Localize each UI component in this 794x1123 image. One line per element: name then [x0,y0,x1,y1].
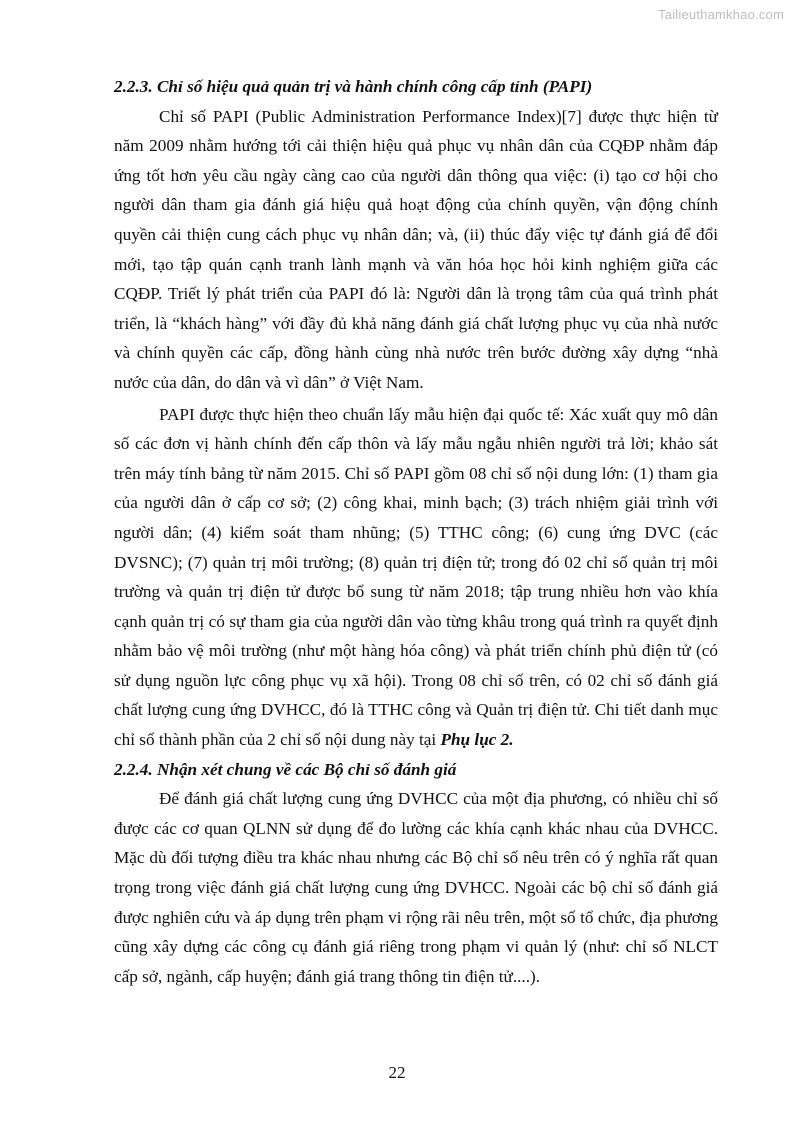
section-heading-2-2-3: 2.2.3. Chỉ số hiệu quả quản trị và hành chính công cấp tỉnh (PAPI) [114,77,593,96]
paragraph-papi-method [114,400,718,755]
document-body [114,72,718,991]
section-heading-2-2-4: 2.2.4. Nhận xét chung về các Bộ chỉ số đánh giá [114,759,457,779]
paragraph-general-remarks: Để đánh giá chất lượng cung ứng DVHCC của một địa phương, có nhiều chỉ số được các cơ quan QLNN sử dụng để đo lường các khía cạnh khác nhau của DVHCC. Mặc dù đối tượng điều tra khác nhau nhưng các Bộ chỉ số nêu trên có ý nghĩa rất quan trọng trong việc đánh giá chất lượng cung ứng DVHCC. Ngoài các bộ chỉ số đánh giá được nghiên cứu và áp dụng trên phạm vi rộng rãi nêu trên, một số tổ chức, địa phương cũng xây dựng các công cụ đánh giá riêng trong phạm vi quản lý (như: chỉ số NLCT cấp sở, ngành, cấp huyện; đánh giá trang thông tin điện tử....). [114,789,718,986]
page-number: 22 [388,1063,406,1082]
appendix-reference: Phụ lục 2. [440,730,514,750]
watermark: Tailieuthamkhao.com [658,7,784,22]
paragraph-papi-method-text: PAPI được thực hiện theo chuẩn lấy mẫu hiện đại quốc tế: Xác xuất quy mô dân số các đơn vị hành chính đến cấp thôn và lấy mẫu ngẫu nhiên người trả lời; khảo sát trên máy tính bảng từ năm 2015. Chỉ số PAPI gồm 08 chỉ số nội dung lớn: (1) tham gia của người dân ở cấp cơ sở; (2) công khai, minh bạch; (3) trách nhiệm giải trình với người dân; (4) kiểm soát tham nhũng; (5) TTHC công; (6) cung ứng DVC (các DVSNC); (7) quản trị môi trường; (8) quản trị điện tử; trong đó 02 chỉ số quản trị môi trường và quản trị điện tử được bổ sung từ năm 2018; tập trung nhiều hơn vào khía cạnh quản trị có sự tham gia của người dân vào từng khâu trong quá trình ra quyết định nhằm bảo vệ môi trường (như một hàng hóa công) và phát triển chính phủ điện tử (có sử dụng nguồn lực công phục vụ xã hội). Trong 08 chỉ số trên, có 02 chỉ số đánh giá chất lượng cung ứng DVHCC, đó là TTHC công và Quản trị điện tử. Chi tiết danh mục chỉ số thành phần của 2 chỉ số nội dung này tại [114,404,718,750]
paragraph-papi-intro: Chỉ số PAPI (Public Administration Performance Index)[7] được thực hiện từ năm 2009 nhằm hướng tới cải thiện hiệu quả phục vụ nhân dân của CQĐP nhằm đáp ứng tốt hơn yêu cầu ngày càng cao của người dân thông qua việc: (i) tạo cơ hội cho người dân tham gia đánh giá hiệu quả hoạt động của chính quyền, vận động chính quyền cải thiện cung cách phục vụ nhân dân; và, (ii) thúc đẩy việc tự đánh giá để đổi mới, tạo tập quán cạnh tranh lành mạnh và văn hóa học hỏi kinh nghiệm giữa các CQĐP. Triết lý phát triển của PAPI đó là: Người dân là trọng tâm của quá trình phát triển, là “khách hàng” với đầy đủ khả năng đánh giá chất lượng phục vụ của nhà nước và chính quyền các cấp, đồng hành cùng nhà nước trên bước đường xây dựng “nhà nước của dân, do dân và vì dân” ở Việt Nam. [114,106,718,392]
